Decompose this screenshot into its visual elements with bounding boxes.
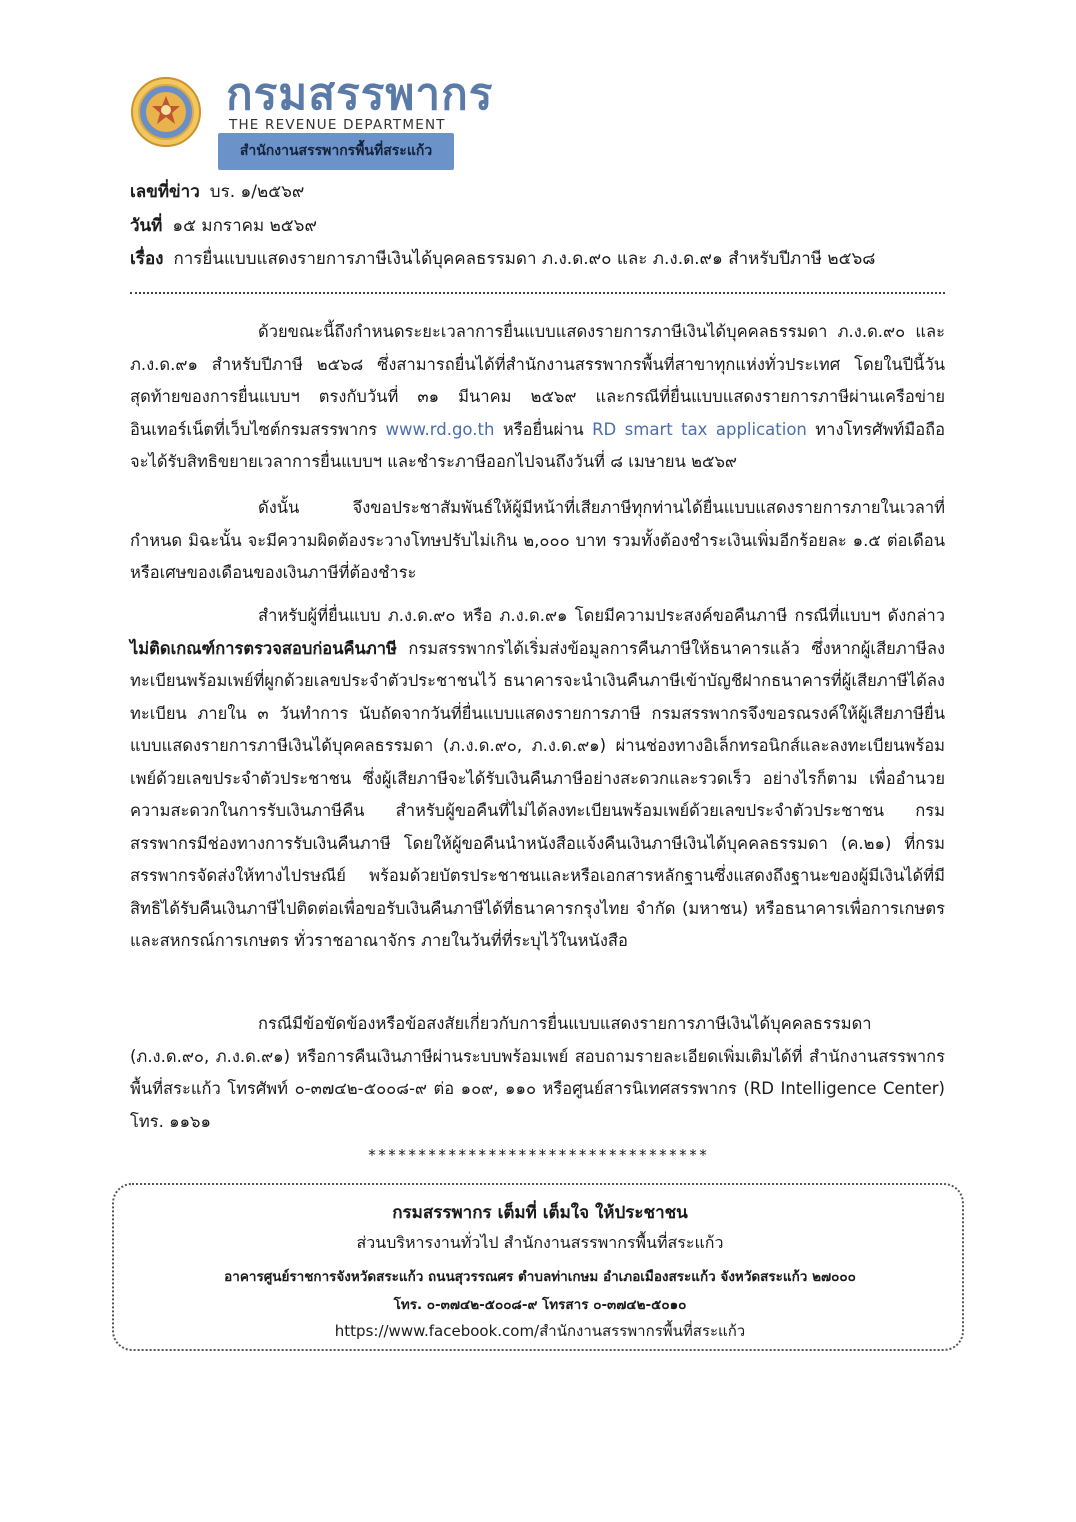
- separator-line: [130, 292, 945, 294]
- paragraph-3-text-a: สำหรับผู้ที่ยื่นแบบ ภ.ง.ด.๙๐ หรือ ภ.ง.ด.๙๑ โดยมีความประสงค์ขอคืนภาษี กรณีที่แบบฯ ดังกล่าว: [258, 606, 945, 625]
- subject-label: เรื่อง: [130, 249, 164, 269]
- logo-english-text: THE REVENUE DEPARTMENT: [229, 117, 446, 133]
- office-name: สำนักงานสรรพากรพื้นที่สระแก้ว: [239, 143, 433, 159]
- footer-address: อาคารศูนย์ราชการจังหวัดสระแก้ว ถนนสุวรรณศร ตำบลท่าเกษม อำเภอเมืองสระแก้ว จังหวัดสระแก้ว ๒๗๐๐๐: [224, 1269, 856, 1285]
- news-number-row: [130, 178, 304, 206]
- revenue-department-seal-icon: [130, 76, 202, 148]
- paragraph-1-text-b: หรือยื่นผ่าน: [502, 419, 584, 439]
- paragraph-4: กรณีมีข้อขัดข้องหรือข้อสงสัยเกี่ยวกับการยื่นแบบแสดงรายการภาษีเงินได้บุคคลธรรมดา (ภ.ง.ด.๙๐, ภ.ง.ด.๙๑) หรือการคืนเงินภาษีผ่านระบบพร้อมเพย์ สอบถามรายละเอียดเพิ่มเติมได้ที่ สำนักงานสรรพากรพื้นที่สระแก้ว โทรศัพท์ ๐-๓๗๔๒-๕๐๐๘-๙ ต่อ ๑๐๙, ๑๑๐ หรือศูนย์สารนิเทศสรรพากร (RD Intelligence Center) โทร. ๑๑๖๑: [130, 1014, 945, 1131]
- rd-website-link[interactable]: www.rd.go.th: [385, 419, 495, 439]
- office-name-band: [218, 133, 454, 170]
- footer-phone: โทร. ๐-๓๗๔๒-๕๐๐๘-๙ โทรสาร ๐-๓๗๔๒-๕๐๑๐: [393, 1297, 687, 1313]
- news-number-label: เลขที่ข่าว: [130, 182, 200, 202]
- date-label: วันที่: [130, 216, 163, 236]
- subject-value: การยื่นแบบแสดงรายการภาษีเงินได้บุคคลธรรมดา ภ.ง.ด.๙๐ และ ภ.ง.ด.๙๑ สำหรับปีภาษี ๒๕๖๘: [173, 249, 876, 269]
- footer-facebook-link[interactable]: https://www.facebook.com/สำนักงานสรรพากรพื้นที่สระแก้ว: [334, 1322, 746, 1340]
- paragraph-3: [130, 600, 945, 958]
- news-number-value: บร. ๑/๒๕๖๙: [209, 182, 305, 202]
- paragraph-1: [130, 316, 945, 479]
- footer-division: ส่วนบริหารงานทั่วไป สำนักงานสรรพากรพื้นที่สระแก้ว: [356, 1233, 724, 1252]
- paragraph-1-text-c: ทางโทรศัพท์มือถือ จะได้รับสิทธิขยายเวลาการยื่นแบบฯ และชำระภาษีออกไปจนถึงวันที่ ๘ เมษายน ๒๕๖๙: [130, 419, 946, 471]
- paragraph-3-bold-text: ไม่ติดเกณฑ์การตรวจสอบก่อนคืนภาษี: [130, 638, 397, 658]
- paragraph-3-text-b: กรมสรรพากรได้เริ่มส่งข้อมูลการคืนภาษีให้ธนาคารแล้ว ซึ่งหากผู้เสียภาษีลงทะเบียนพร้อมเพย์ที่ผูกด้วยเลขประจำตัวประชาชนไว้ ธนาคารจะนำเงินคืนภาษีเข้าบัญชีฝากธนาคารที่ผู้เสียภาษีได้ลงทะเบียน ภายใน ๓ วันทำการ นับถัดจากวันที่ยื่นแบบแสดงรายการภาษี กรมสรรพากรจึงขอรณรงค์ให้ผู้เสียภาษียื่นแบบแสดงรายการภาษีเงินได้บุคคลธรรมดา (ภ.ง.ด.๙๐, ภ.ง.ด.๙๑) ผ่านช่องทางอิเล็กทรอนิกส์และลงทะเบียนพร้อมเพย์ด้วยเลขประจำตัวประชาชน ซึ่งผู้เสียภาษีจะได้รับเงินคืนภาษีอย่างสะดวกและรวดเร็ว อย่างไรก็ตาม เพื่ออำนวยความสะดวกในการรับเงินภาษีคืน สำหรับผู้ขอคืนที่ไม่ได้ลงทะเบียนพร้อมเพย์ด้วยเลขประจำตัวประชาชน กรมสรรพากรมีช่องทางการรับเงินคืนภาษี โดยให้ผู้ขอคืนนำหนังสือแจ้งคืนเงินภาษีเงินได้บุคคลธรรมดา (ค.๒๑) ที่กรมสรรพากรจัดส่งให้ทางไปรษณีย์ พร้อมด้วยบัตรประชาชนและหรือเอกสารหลักฐานซึ่งแสดงถึงฐานะของผู้มีเงินได้ที่มีสิทธิได้รับคืนเงินภาษีไปติดต่อเพื่อขอรับเงินคืนภาษีได้ที่ธนาคารกรุงไทย จำกัด (มหาชน) หรือธนาคารเพื่อการเกษตรและสหกรณ์การเกษตร ทั่วราชอาณาจักร ภายในวันที่ที่ระบุไว้ในหนังสือ: [130, 638, 945, 950]
- paragraph-2: ดังนั้น จึงขอประชาสัมพันธ์ให้ผู้มีหน้าที่เสียภาษีทุกท่านได้ยื่นแบบแสดงรายการภายในเวลาที่กำหนด มิฉะนั้น จะมีความผิดต้องระวางโทษปรับไม่เกิน ๒,๐๐๐ บาท รวมทั้งต้องชำระเงินเพิ่มอีกร้อยละ ๑.๕ ต่อเดือนหรือเศษของเดือนของเงินภาษีที่ต้องชำระ: [130, 498, 945, 582]
- date-row: [130, 212, 317, 240]
- date-value: ๑๕ มกราคม ๒๕๖๙: [172, 216, 317, 236]
- contact-footer-box: [112, 1183, 964, 1351]
- footer-slogan: กรมสรรพากร เต็มที่ เต็มใจ ให้ประชาชน: [392, 1203, 688, 1223]
- stars-divider: **********************************: [367, 1146, 709, 1164]
- rd-smart-tax-app-link[interactable]: RD smart tax application: [592, 419, 807, 439]
- paragraph-1-text-a: ด้วยขณะนี้ถึงกำหนดระยะเวลาการยื่นแบบแสดงรายการภาษีเงินได้บุคคลธรรมดา ภ.ง.ด.๙๐ และ ภ.ง.ด.๙๑ สำหรับปีภาษี ๒๕๖๘ ซึ่งสามารถยื่นได้ที่สำนักงานสรรพากรพื้นที่สาขาทุกแห่งทั่วประเทศ โดยในปีนี้วันสุดท้ายของการยื่นแบบฯ ตรงกับวันที่ ๓๑ มีนาคม ๒๕๖๙ และกรณีที่ยื่นแบบแสดงรายการภาษีผ่านเครือข่ายอินเทอร์เน็ตที่เว็บไซต์กรมสรรพากร: [130, 322, 945, 439]
- subject-row: [130, 245, 875, 273]
- logo-thai-text: กรมสรรพากร: [226, 69, 494, 120]
